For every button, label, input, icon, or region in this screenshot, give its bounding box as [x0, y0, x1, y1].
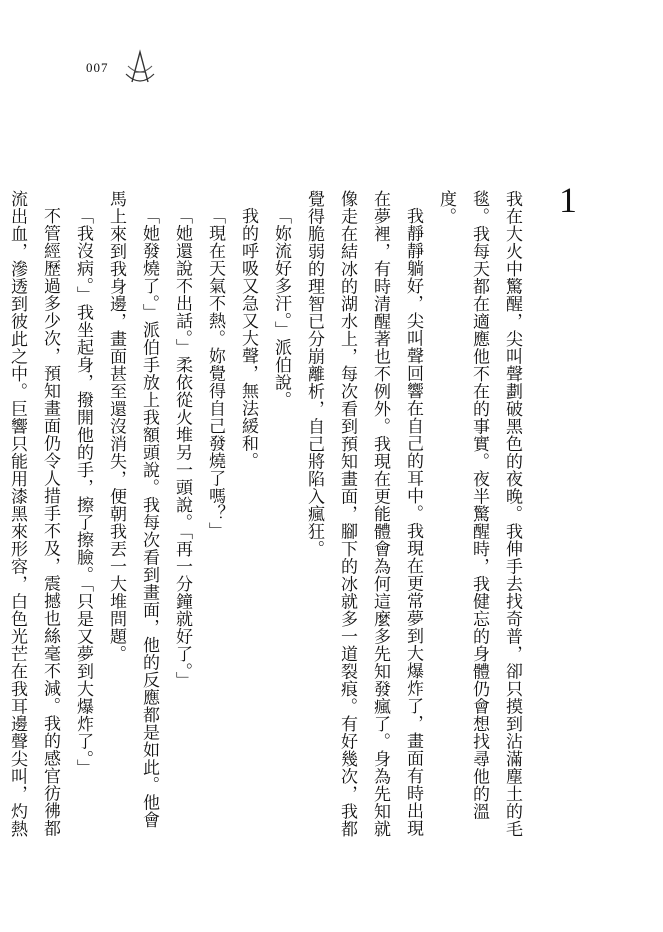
paragraph: 不管經歷過多少次，預知畫面仍令人措手不及，震撼也絲毫不減。我的感官彷彿都流出血，滲透到彼此之中。巨響只能用漆黑來形容，白色光芒在我耳邊聲尖叫，灼熱: [7, 190, 60, 838]
chapter-body-text: [0, 190, 528, 845]
paragraph: 我靜靜躺好，尖叫聲回響在自己的耳中。我現在更常夢到大爆炸了，畫面有時出現在夢裡，有時清醒著也不例外。我現在更能體會為何這麼多先知發瘋了。身為先知就像走在結冰的湖水上，每次看到預知畫面，腳下的冰就多一道裂痕。有好幾次，我都覺得脆弱的理智已分崩離析，自己將陷入瘋狂。: [304, 190, 423, 838]
paragraph: 「妳流好多汗。」派伯說。: [271, 207, 291, 409]
paragraph: 「我沒病。」我坐起身，撥開他的手，擦了擦臉。「只是又夢到大爆炸了。」: [73, 207, 93, 777]
page-number: 007: [86, 60, 109, 75]
publisher-logo-icon: [118, 44, 162, 88]
paragraph: 「她發燒了。」派伯手放上我額頭說。我每次看到畫面，他的反應都是如此。他會馬上來到我身邊，畫面甚至還沒消失，便朝我丟一大堆問題。: [106, 190, 159, 829]
paragraph: 我的呼吸又急又大聲，無法緩和。: [238, 207, 258, 470]
paragraph: 我在大火中驚醒，尖叫聲劃破黑色的夜晚。我伸手去找奇普，卻只摸到沾滿塵土的毛毯。我每天都在適應他不在的事實。夜半驚醒時，我健忘的身體仍會想找尋他的溫度。: [436, 190, 522, 838]
chapter-number: 1: [559, 180, 577, 220]
paragraph: 「她還說不出話。」柔依從火堆另一頭說。「再一分鐘就好了。」: [172, 207, 192, 689]
paragraph: 「現在天氣不熱。妳覺得自己發燒了嗎？」: [205, 207, 225, 540]
